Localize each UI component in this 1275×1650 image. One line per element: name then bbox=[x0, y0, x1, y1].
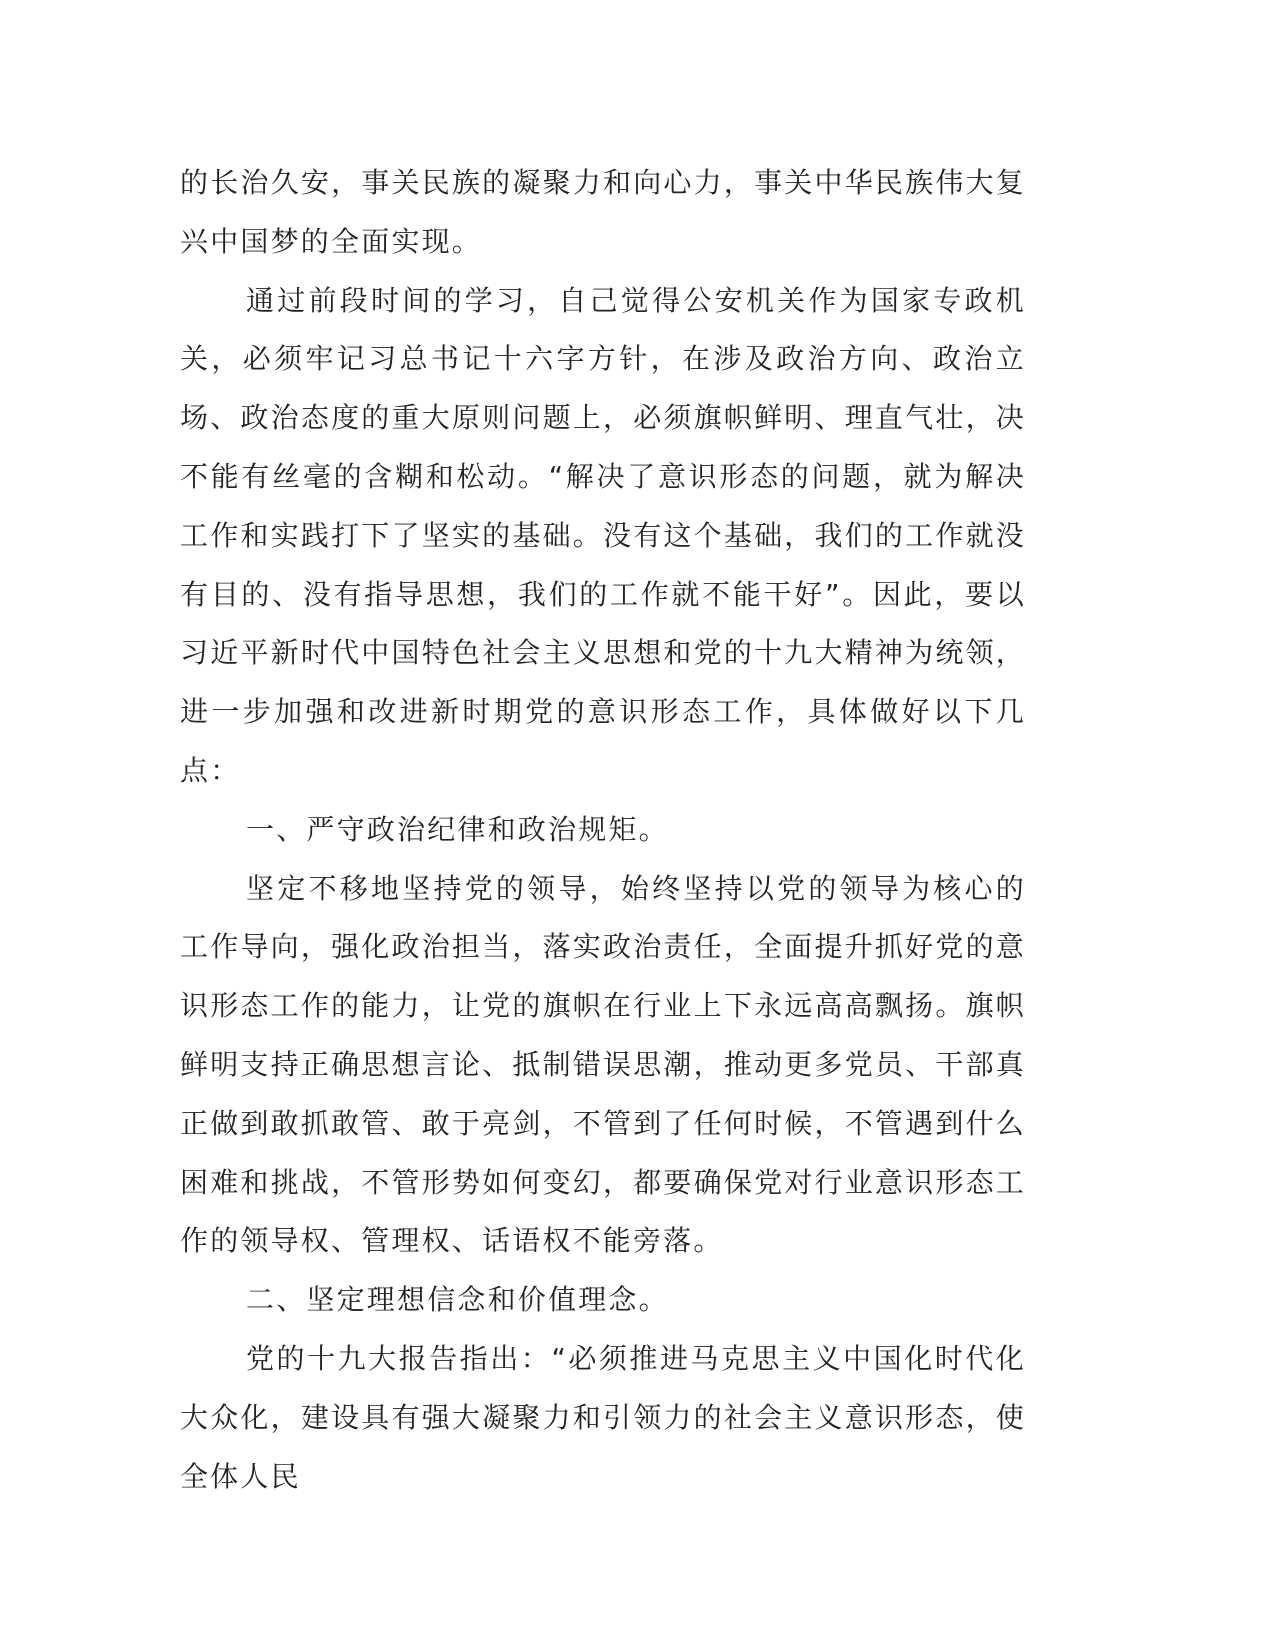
paragraph-party-leadership: 坚定不移地坚持党的领导，始终坚持以党的领导为核心的工作导向，强化政治担当，落实政治责任，全面提升抓好党的意识形态工作的能力，让党的旗帜在行业上下永远高高飘扬。旗帜鲜明支持正确思想言论、抵制错误思潮，推动更多党员、干部真正做到敢抓敢管、敢于亮剑，不管到了任何时候，不管遇到什么困难和挑战，不管形势如何变幻，都要确保党对行业意识形态工作的领导权、管理权、话语权不能旁落。 bbox=[180, 871, 1026, 1258]
paragraph-continuation: 的长治久安，事关民族的凝聚力和向心力，事关中华民族伟大复兴中国梦的全面实现。 bbox=[180, 166, 1026, 258]
section-heading-two: 二、坚定理想信念和价值理念。 bbox=[246, 1283, 669, 1317]
paragraph-nineteenth-congress: 党的十九大报告指出：“必须推进马克思主义中国化时代化大众化，建设具有强大凝聚力和引领力的社会主义意识形态，使全体人民 bbox=[180, 1341, 1026, 1493]
paragraph-study-reflection: 通过前段时间的学习，自己觉得公安机关作为国家专政机关，必须牢记习总书记十六字方针，在涉及政治方向、政治立场、政治态度的重大原则问题上，必须旗帜鲜明、理直气壮，决不能有丝毫的含糊和松动。“解决了意识形态的问题，就为解决工作和实践打下了坚实的基础。没有这个基础，我们的工作就没有目的、没有指导思想，我们的工作就不能干好”。因此，要以习近平新时代中国特色社会主义思想和党的十九大精神为统领，进一步加强和改进新时期党的意识形态工作，具体做好以下几点： bbox=[180, 283, 1026, 787]
document-body bbox=[180, 154, 1026, 1506]
section-heading-one: 一、严守政治纪律和政治规矩。 bbox=[246, 812, 669, 846]
